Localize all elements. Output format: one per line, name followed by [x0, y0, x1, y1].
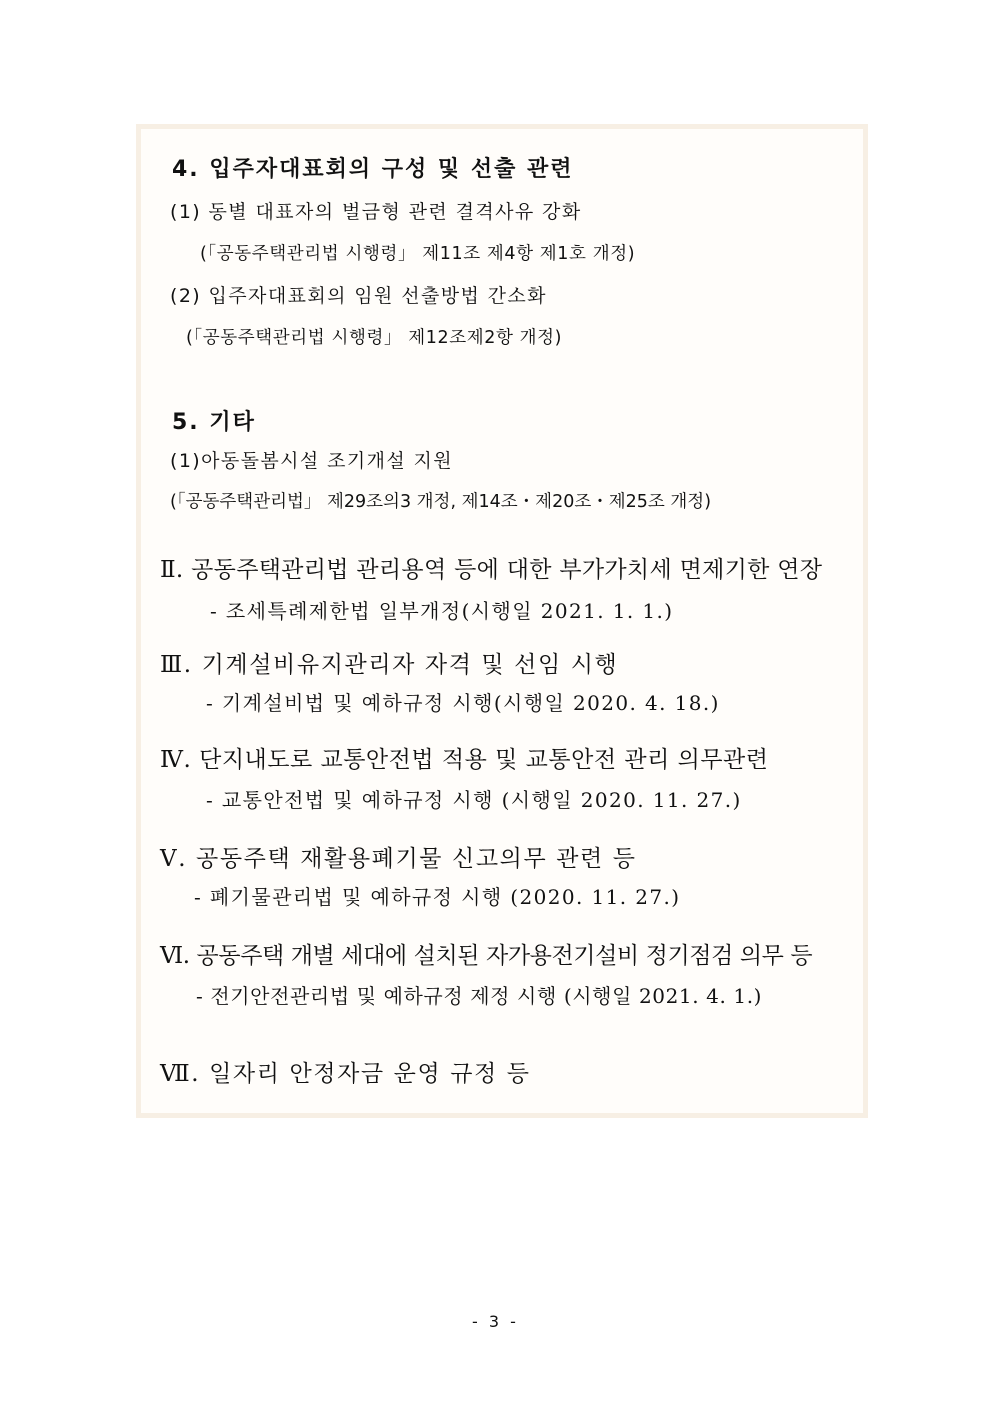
- chapter-6-subtitle: - 전기안전관리법 및 예하규정 제정 시행 (시행일 2021. 4. 1.): [196, 984, 763, 1008]
- section-5-item-1-note: (「공동주택관리법」 제29조의3 개정, 제14조・제20조・제25조 개정): [170, 492, 712, 512]
- section-4-item-1: (1) 동별 대표자의 벌금형 관련 결격사유 강화: [170, 201, 582, 223]
- section-4-item-2-note: (「공동주택관리법 시행령」 제12조제2항 개정): [186, 328, 563, 348]
- chapter-2-title: Ⅱ. 공동주택관리법 관리용역 등에 대한 부가가치세 면제기한 연장: [160, 557, 823, 583]
- chapter-5-title: Ⅴ. 공동주택 재활용폐기물 신고의무 관련 등: [160, 846, 637, 872]
- section-4-item-2: (2) 입주자대표회의 임원 선출방법 간소화: [170, 285, 547, 307]
- chapter-4-subtitle: - 교통안전법 및 예하규정 시행 (시행일 2020. 11. 27.): [206, 788, 742, 812]
- chapter-4-title: Ⅳ. 단지내도로 교통안전법 적용 및 교통안전 관리 의무관련: [160, 747, 769, 773]
- chapter-3-title: Ⅲ. 기계설비유지관리자 자격 및 선임 시행: [160, 652, 619, 678]
- chapter-2-subtitle: - 조세특례제한법 일부개정(시행일 2021. 1. 1.): [210, 599, 674, 623]
- page-number: - 3 -: [472, 1312, 519, 1331]
- chapter-6-title: Ⅵ. 공동주택 개별 세대에 설치된 자가용전기설비 정기점검 의무 등: [160, 943, 813, 969]
- section-5-heading: 5. 기타: [172, 410, 256, 435]
- section-5-item-1: (1)아동돌봄시설 조기개설 지원: [170, 450, 454, 472]
- chapter-5-subtitle: - 폐기물관리법 및 예하규정 시행 (2020. 11. 27.): [194, 885, 681, 909]
- section-4-item-1-note: (「공동주택관리법 시행령」 제11조 제4항 제1호 개정): [200, 244, 636, 264]
- section-4-heading: 4. 입주자대표회의 구성 및 선출 관련: [172, 157, 574, 182]
- chapter-3-subtitle: - 기계설비법 및 예하규정 시행(시행일 2020. 4. 18.): [206, 691, 720, 715]
- chapter-7-title: Ⅶ. 일자리 안정자금 운영 규정 등: [160, 1061, 531, 1087]
